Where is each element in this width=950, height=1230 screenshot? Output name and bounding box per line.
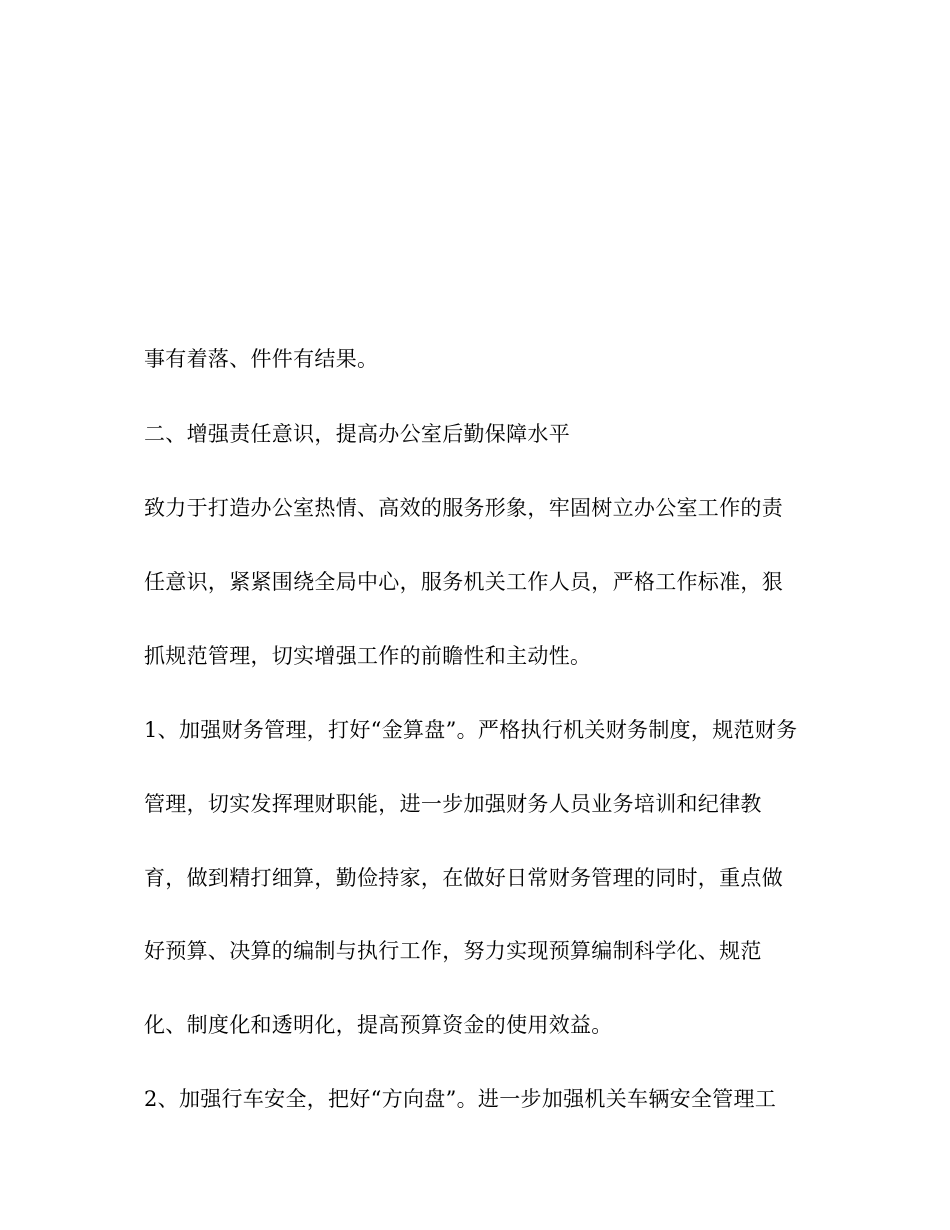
paragraph-line: 致力于打造办公室热情、高效的服务形象，牢固树立办公室工作的责 [144, 496, 783, 520]
paragraph-line: 2、加强行车安全，把好“方向盘”。进一步加强机关车辆安全管理工 [144, 1087, 777, 1111]
paragraph-line: 抓规范管理，切实增强工作的前瞻性和主动性。 [144, 644, 592, 668]
paragraph-line: 育，做到精打细算，勤俭持家，在做好日常财务管理的同时，重点做 [144, 866, 783, 890]
paragraph-line: 任意识，紧紧围绕全局中心，服务机关工作人员，严格工作标准，狠 [144, 570, 783, 594]
paragraph-line: 化、制度化和透明化，提高预算资金的使用效益。 [144, 1013, 613, 1037]
paragraph-line: 管理，切实发挥理财职能，进一步加强财务人员业务培训和纪律教 [144, 792, 762, 816]
section-heading: 二、增强责任意识，提高办公室后勤保障水平 [144, 422, 570, 446]
paragraph-line: 事有着落、件件有结果。 [144, 347, 379, 371]
paragraph-line: 好预算、决算的编制与执行工作，努力实现预算编制科学化、规范 [144, 939, 762, 963]
paragraph-line: 1、加强财务管理，打好“金算盘”。严格执行机关财务制度，规范财务 [144, 718, 798, 742]
